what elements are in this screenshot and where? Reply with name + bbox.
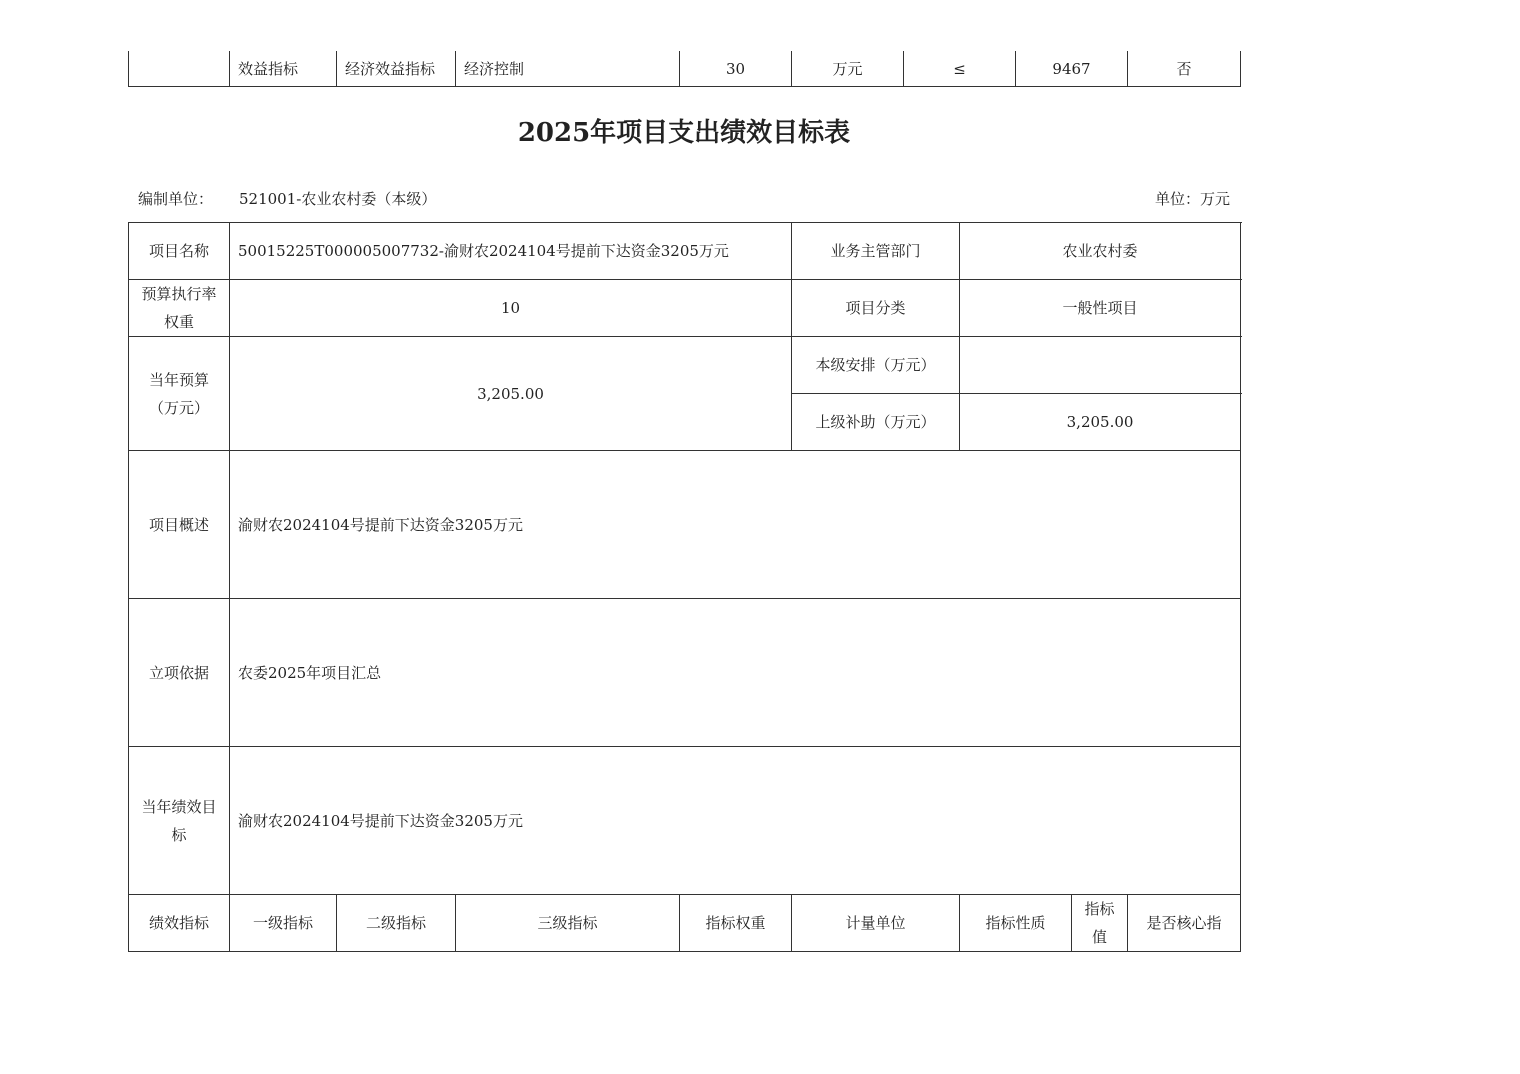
indicator-nature: ≤ [904,51,1016,87]
exec-rate-label: 预算执行率权重 [129,280,230,337]
row-goal [129,747,1241,895]
header-level1: 一级指标 [230,895,337,952]
upper-value: 3,205.00 [960,394,1241,451]
performance-target-table [128,222,1241,952]
exec-rate-value: 10 [230,280,792,337]
header-level3: 三级指标 [456,895,680,952]
category-value: 一般性项目 [960,280,1241,337]
indicator-row [129,51,1241,87]
header-col1: 绩效指标 [129,895,230,952]
dept-value: 农业农村委 [960,223,1241,280]
indicator-core: 否 [1128,51,1241,87]
project-name-value: 50015225T000005007732-渝财农2024104号提前下达资金3205万元 [230,223,792,280]
header-value: 指标值 [1072,895,1128,952]
org-info-row [138,186,1230,212]
indicator-level2: 经济效益指标 [337,51,456,87]
indicator-value: 9467 [1016,51,1128,87]
org-value: 521001-农业农村委（本级） [239,190,437,208]
header-nature: 指标性质 [960,895,1072,952]
indicator-continuation-table [128,51,1241,87]
header-core: 是否核心指 [1128,895,1241,952]
indicator-level3: 经济控制 [456,51,680,87]
overview-label: 项目概述 [129,451,230,599]
basis-label: 立项依据 [129,599,230,747]
row-basis [129,599,1241,747]
goal-value: 渝财农2024104号提前下达资金3205万元 [230,747,1241,895]
indicator-weight: 30 [680,51,792,87]
row-budget-local [129,337,1241,394]
indicator-unit: 万元 [792,51,904,87]
budget-value: 3,205.00 [230,337,792,451]
goal-label: 当年绩效目标 [129,747,230,895]
dept-label: 业务主管部门 [792,223,960,280]
basis-value: 农委2025年项目汇总 [230,599,1241,747]
overview-value: 渝财农2024104号提前下达资金3205万元 [230,451,1241,599]
row-overview [129,451,1241,599]
local-value [960,337,1241,394]
upper-label: 上级补助（万元） [792,394,960,451]
org-label: 编制单位： [138,190,214,208]
row-exec-rate [129,280,1241,337]
page-title: 2025年项目支出绩效目标表 [517,118,851,148]
indicator-col1 [129,51,230,87]
local-label: 本级安排（万元） [792,337,960,394]
header-weight: 指标权重 [680,895,792,952]
budget-label: 当年预算（万元） [129,337,230,451]
project-name-label: 项目名称 [129,223,230,280]
unit-text: 单位：万元 [1154,190,1230,208]
header-level2: 二级指标 [337,895,456,952]
header-unit: 计量单位 [792,895,960,952]
row-indicator-header [129,895,1241,952]
indicator-level1: 效益指标 [230,51,337,87]
category-label: 项目分类 [792,280,960,337]
row-project-name [129,223,1241,280]
